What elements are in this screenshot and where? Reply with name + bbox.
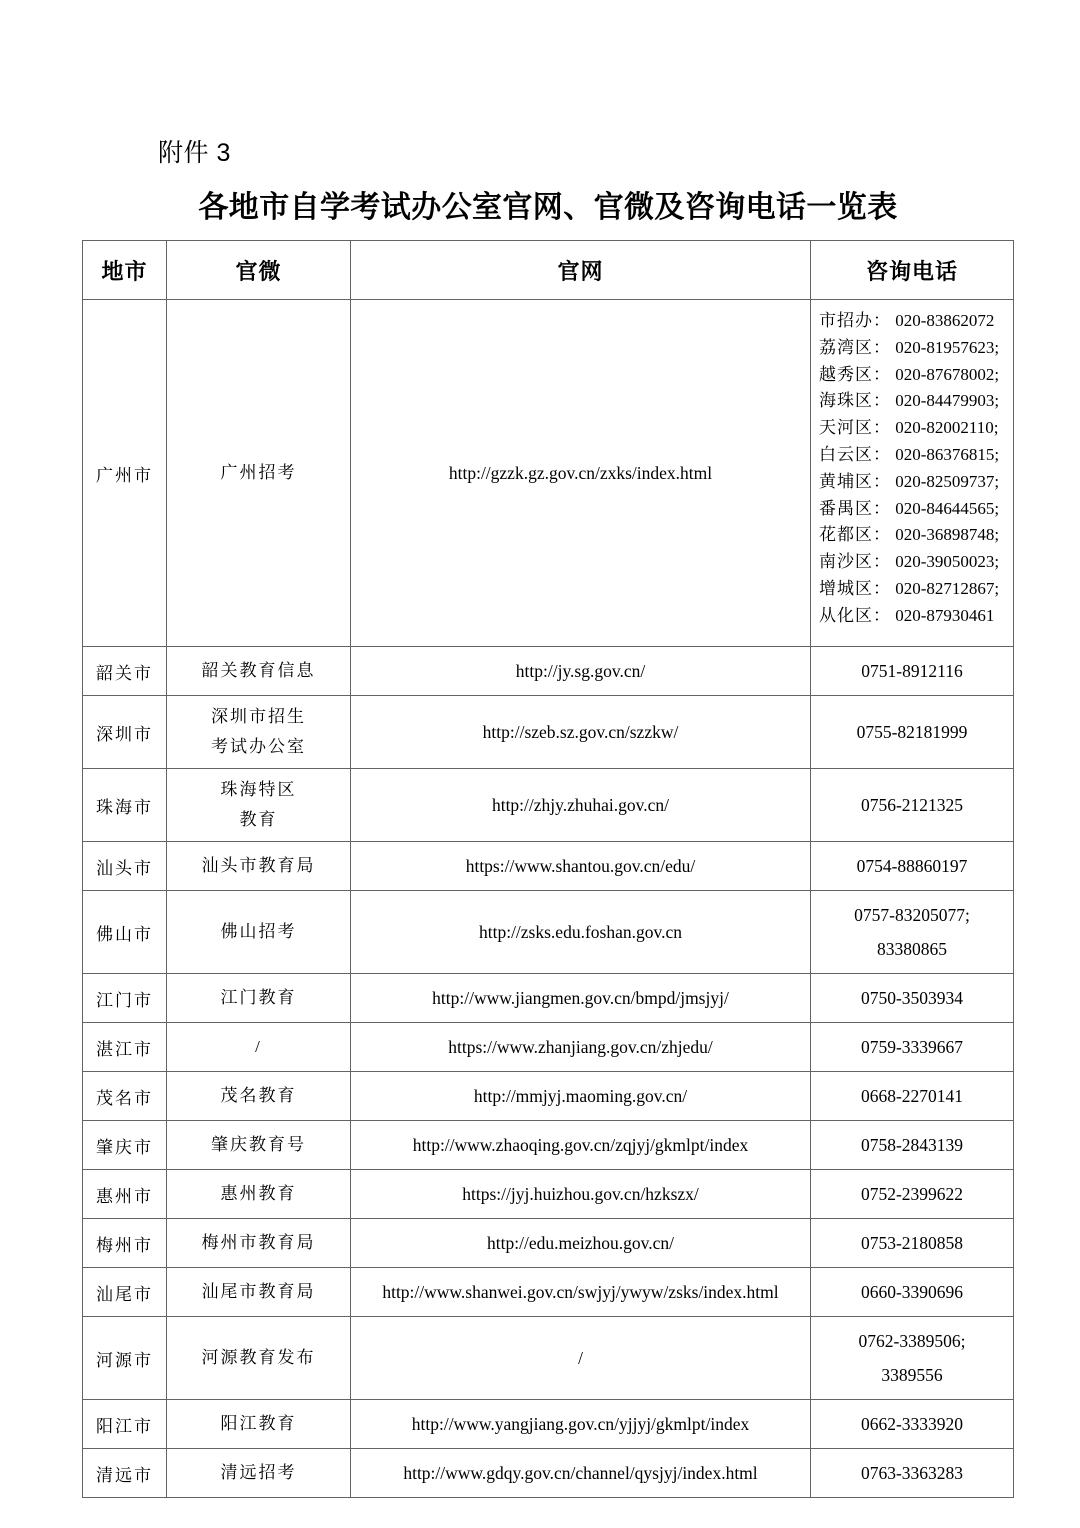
cell-phone: 0662-3333920: [811, 1400, 1014, 1449]
phone-number: 020-83862072: [891, 311, 995, 330]
cell-wechat: [167, 696, 351, 769]
table-container: [82, 240, 1013, 1498]
column-header-phone: 咨询电话: [811, 241, 1014, 300]
cell-phone: 0759-3339667: [811, 1023, 1014, 1072]
phone-entry: [819, 549, 1013, 576]
table-row: [83, 1121, 1014, 1170]
cell-website: http://zsks.edu.foshan.gov.cn: [351, 891, 811, 974]
cell-wechat: 阳江教育: [167, 1400, 351, 1449]
phone-line: 83380865: [877, 939, 947, 959]
phone-district-label: 市招办：: [819, 311, 891, 330]
cell-wechat: [167, 769, 351, 842]
phone-number: 020-84644565;: [891, 498, 1000, 518]
phone-line: 0757-83205077;: [854, 905, 970, 925]
phone-number: 020-82002110;: [891, 418, 999, 438]
phone-number: 020-39050023;: [891, 552, 1000, 572]
phone-number: 020-86376815;: [891, 444, 1000, 464]
cell-website: http://www.yangjiang.gov.cn/yjjyj/gkmlpt/index: [351, 1400, 811, 1449]
table-row: [83, 647, 1014, 696]
cell-city: 惠州市: [83, 1170, 167, 1219]
cell-website: http://jy.sg.gov.cn/: [351, 647, 811, 696]
table-row: [83, 1317, 1014, 1400]
cell-website: https://www.zhanjiang.gov.cn/zhjedu/: [351, 1023, 811, 1072]
phone-district-label: 越秀区：: [819, 364, 891, 384]
cell-phone: [811, 891, 1014, 974]
wechat-line: 教育: [239, 810, 278, 829]
phone-district-label: 荔湾区：: [819, 337, 891, 357]
phone-district-label: 番禺区：: [819, 498, 891, 518]
cell-city: 深圳市: [83, 696, 167, 769]
phone-entry: [819, 469, 1013, 496]
cell-city: 佛山市: [83, 891, 167, 974]
table-row: [83, 1400, 1014, 1449]
phone-district-label: 天河区：: [819, 418, 891, 438]
table-row: [83, 300, 1014, 647]
cell-website: http://www.zhaoqing.gov.cn/zqjyj/gkmlpt/index: [351, 1121, 811, 1170]
phone-district-label: 海珠区：: [819, 391, 891, 411]
phone-district-label: 从化区：: [819, 605, 891, 625]
cell-phone: 0754-88860197: [811, 842, 1014, 891]
phone-line: 0762-3389506;: [858, 1331, 966, 1351]
table-header: [83, 241, 1014, 300]
cell-phone: 0668-2270141: [811, 1072, 1014, 1121]
table-row: [83, 891, 1014, 974]
table-row: [83, 769, 1014, 842]
cell-wechat: /: [167, 1023, 351, 1072]
table-row: [83, 974, 1014, 1023]
phone-number: 020-82509737;: [891, 471, 1000, 491]
cell-website: http://www.shanwei.gov.cn/swjyj/ywyw/zsks/index.html: [351, 1268, 811, 1317]
cell-city: 肇庆市: [83, 1121, 167, 1170]
table-row: [83, 1268, 1014, 1317]
cell-phone: 0753-2180858: [811, 1219, 1014, 1268]
attachment-label: 附件 3: [158, 139, 231, 167]
cell-city: 韶关市: [83, 647, 167, 696]
cell-website: http://www.jiangmen.gov.cn/bmpd/jmsjyj/: [351, 974, 811, 1023]
table-header-row: [83, 241, 1014, 300]
cell-website: http://www.gdqy.gov.cn/channel/qysjyj/index.html: [351, 1449, 811, 1498]
cell-wechat: 广州招考: [167, 300, 351, 647]
table-row: [83, 1072, 1014, 1121]
wechat-line: 珠海特区: [220, 780, 297, 799]
cell-wechat: 清远招考: [167, 1449, 351, 1498]
cell-city: 江门市: [83, 974, 167, 1023]
cell-wechat: 汕尾市教育局: [167, 1268, 351, 1317]
phone-district-label: 花都区：: [819, 525, 891, 545]
cell-wechat: 江门教育: [167, 974, 351, 1023]
phone-entry: [819, 442, 1013, 469]
cell-wechat: 韶关教育信息: [167, 647, 351, 696]
cell-wechat: 肇庆教育号: [167, 1121, 351, 1170]
cell-phone: 0756-2121325: [811, 769, 1014, 842]
phone-district-label: 黄埔区：: [819, 471, 891, 491]
cell-wechat: 茂名教育: [167, 1072, 351, 1121]
cell-website: /: [351, 1317, 811, 1400]
cell-website: https://www.shantou.gov.cn/edu/: [351, 842, 811, 891]
column-header-wechat: 官微: [167, 241, 351, 300]
cell-wechat: 河源教育发布: [167, 1317, 351, 1400]
table-row: [83, 696, 1014, 769]
cell-city: 珠海市: [83, 769, 167, 842]
phone-number: 020-87930461: [891, 605, 995, 625]
phone-number: 020-87678002;: [891, 364, 1000, 384]
phone-entry: [819, 576, 1013, 603]
cell-website: http://zhjy.zhuhai.gov.cn/: [351, 769, 811, 842]
cell-wechat: 梅州市教育局: [167, 1219, 351, 1268]
cell-city: 梅州市: [83, 1219, 167, 1268]
table-row: [83, 1219, 1014, 1268]
cell-website: http://szeb.sz.gov.cn/szzkw/: [351, 696, 811, 769]
cell-city: 汕头市: [83, 842, 167, 891]
cell-city: 广州市: [83, 300, 167, 647]
city-contact-table: [82, 240, 1014, 1498]
phone-district-label: 白云区：: [819, 444, 891, 464]
cell-phone: 0758-2843139: [811, 1121, 1014, 1170]
phone-line: 3389556: [881, 1365, 943, 1385]
cell-phone: 0763-3363283: [811, 1449, 1014, 1498]
cell-website: http://mmjyj.maoming.gov.cn/: [351, 1072, 811, 1121]
cell-website: https://jyj.huizhou.gov.cn/hzkszx/: [351, 1170, 811, 1219]
table-row: [83, 842, 1014, 891]
table-body: [83, 300, 1014, 1498]
cell-city: 阳江市: [83, 1400, 167, 1449]
cell-city: 茂名市: [83, 1072, 167, 1121]
cell-phone: 0660-3390696: [811, 1268, 1014, 1317]
table-row: [83, 1170, 1014, 1219]
phone-entry: [819, 603, 1013, 630]
phone-entry: [819, 388, 1013, 415]
cell-phone: [811, 1317, 1014, 1400]
wechat-line: 深圳市招生: [211, 707, 306, 726]
phone-entry: [819, 362, 1013, 389]
cell-phone: 0755-82181999: [811, 696, 1014, 769]
cell-city: 河源市: [83, 1317, 167, 1400]
phone-district-label: 增城区：: [819, 578, 891, 598]
cell-phone: 0751-8912116: [811, 647, 1014, 696]
column-header-website: 官网: [351, 241, 811, 300]
phone-number: 020-84479903;: [891, 391, 1000, 411]
phone-number: 020-81957623;: [891, 337, 1000, 357]
cell-phone: [811, 300, 1014, 647]
phone-entry: [819, 335, 1013, 362]
phone-entry: [819, 496, 1013, 523]
column-header-city: 地市: [83, 241, 167, 300]
table-row: [83, 1449, 1014, 1498]
table-row: [83, 1023, 1014, 1072]
cell-wechat: 惠州教育: [167, 1170, 351, 1219]
page-title: 各地市自学考试办公室官网、官微及咨询电话一览表: [198, 191, 898, 224]
cell-city: 湛江市: [83, 1023, 167, 1072]
cell-website: http://gzzk.gz.gov.cn/zxks/index.html: [351, 300, 811, 647]
phone-number: 020-82712867;: [891, 578, 1000, 598]
phone-district-label: 南沙区：: [819, 552, 891, 572]
phone-entry: [819, 522, 1013, 549]
phone-number: 020-36898748;: [891, 525, 1000, 545]
phone-entry: [819, 415, 1013, 442]
wechat-line: 考试办公室: [211, 737, 306, 756]
cell-phone: 0752-2399622: [811, 1170, 1014, 1219]
cell-wechat: 汕头市教育局: [167, 842, 351, 891]
phone-entry: [819, 308, 1013, 335]
cell-phone: 0750-3503934: [811, 974, 1014, 1023]
cell-wechat: 佛山招考: [167, 891, 351, 974]
cell-website: http://edu.meizhou.gov.cn/: [351, 1219, 811, 1268]
cell-city: 汕尾市: [83, 1268, 167, 1317]
cell-city: 清远市: [83, 1449, 167, 1498]
